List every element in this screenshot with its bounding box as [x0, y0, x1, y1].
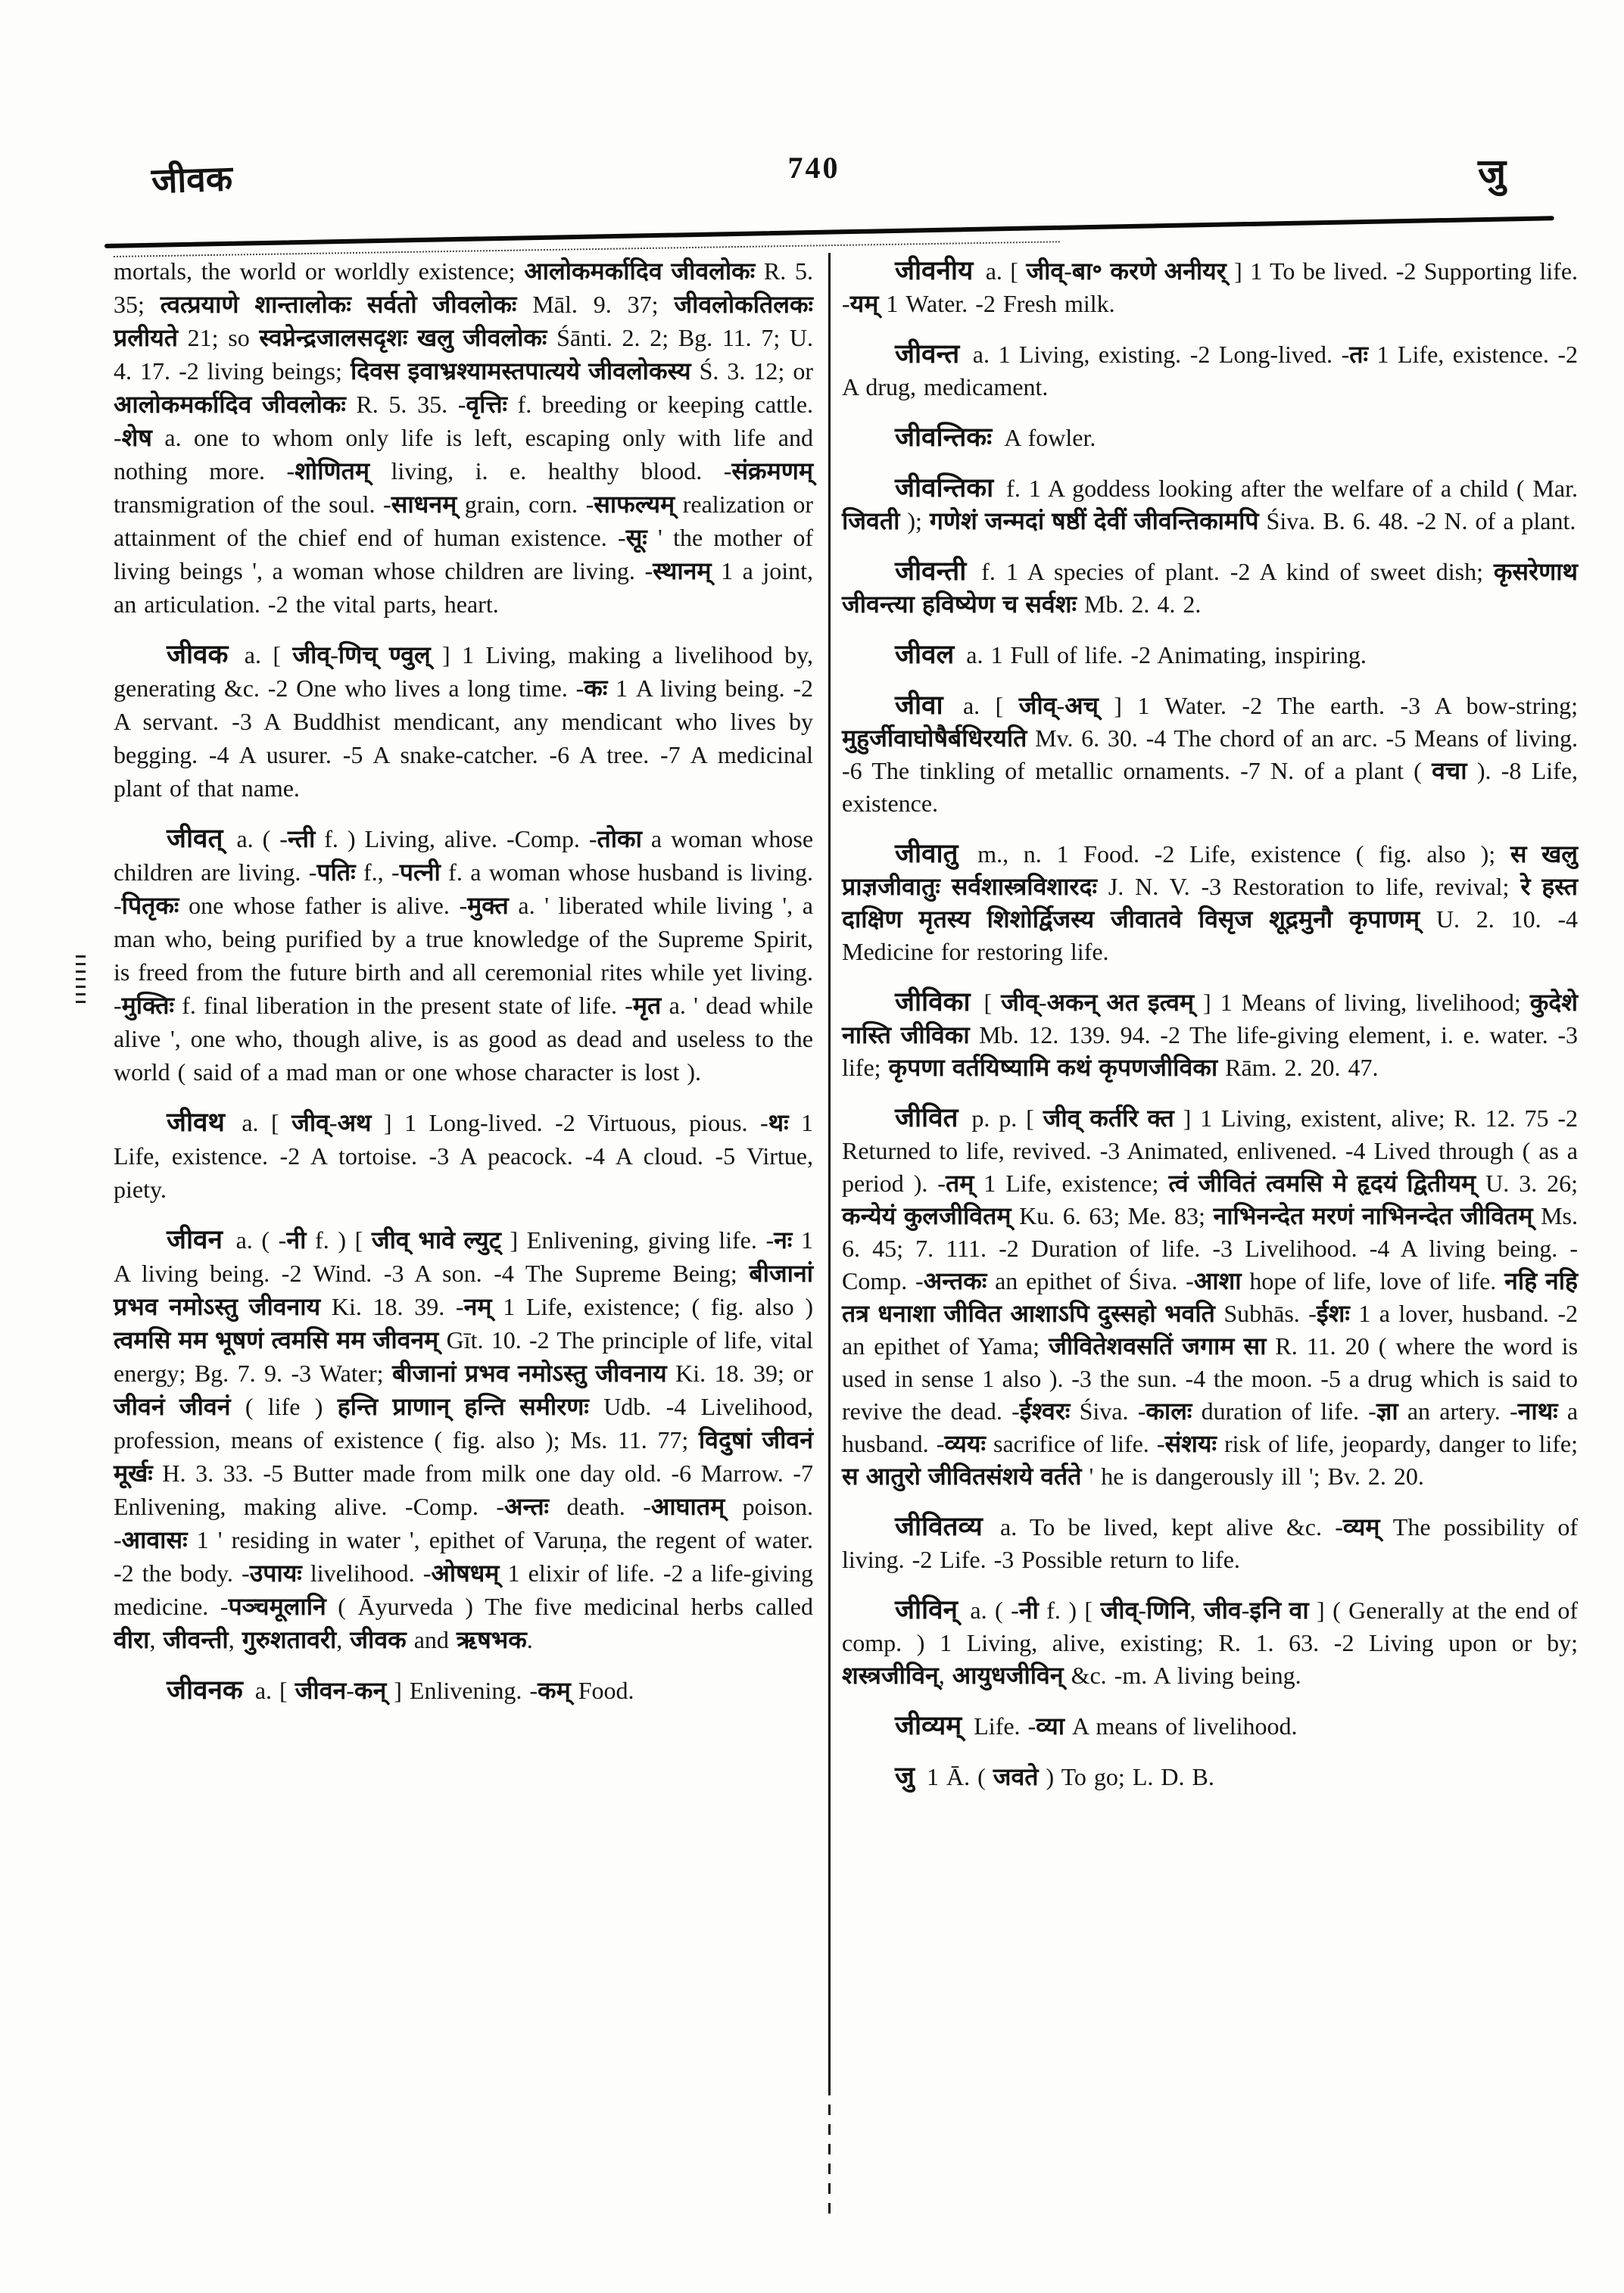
devanagari-text: ईशः	[1316, 1300, 1350, 1327]
devanagari-text: स्थानम्	[653, 557, 712, 584]
devanagari-text: कालः	[1146, 1397, 1192, 1425]
entry-body: a. 1 Full of life. -2 Animating, inspiring.	[966, 641, 1367, 668]
headword: जीवक	[167, 640, 229, 669]
headword: जीवल	[895, 640, 955, 669]
devanagari-text: पतिः	[316, 858, 356, 886]
entry-body: a. To be lived, kept alive &c. -व्यम् The possibility of living. -2 Life. -3 Possible return to life.	[842, 1513, 1579, 1573]
devanagari-text: व्या	[1036, 1712, 1064, 1740]
headword: जीवातु	[895, 839, 959, 868]
entry-body: a. ( -न्ती f. ) Living, alive. -Comp. -तोका a woman whose children are living. -पतिः f., -पत्नी f. a woman whose husband is living. -पितृकः one whose father is alive. -मुक्त a. ' liberated while living ', a man who, being purified by a true knowledge of the Supreme Spirit, is freed from the future birth and all ceremonial rites while yet living. -मुक्तिः f. final liberation in the present state of life. -मृत a. ' dead while alive ', one who, though alive, is as good as dead and useless to the world ( said of a mad man or one whose character is lost ).	[114, 825, 814, 1086]
devanagari-text: जीवक	[350, 1626, 407, 1653]
devanagari-text: गणेशं जन्मदां षष्ठीं देवीं जीवन्तिकामपि	[929, 507, 1259, 534]
entry-body: a. 1 Living, existing. -2 Long-lived. -तः 1 Life, existence. -2 A drug, medicament.	[842, 341, 1579, 400]
devanagari-text: आलोकमर्कादिव जीवलोकः	[114, 391, 346, 418]
dictionary-entry	[114, 822, 813, 1089]
headword: जीवत्	[167, 824, 223, 853]
entry-body: a. ( -नी f. ) [ जीव्-णिनि, जीव-इनि वा ] ( Generally at the end of comp. ) 1 Living, alive, existing; R. 1. 63. -2 Living upon or by; शस्त्रजीविन्, आयुधजीविन् &c. -m. A living being.	[842, 1597, 1579, 1689]
devanagari-text: तम्	[945, 1170, 974, 1197]
devanagari-text: त्वत्प्रयाणे शान्तालोकः सर्वतो जीवलोकः	[160, 291, 517, 318]
headword: जीवनीय	[895, 256, 974, 285]
devanagari-text: मुक्त	[467, 892, 509, 919]
devanagari-text: थः	[768, 1109, 789, 1136]
devanagari-text: जीव्	[1100, 1597, 1139, 1624]
devanagari-text: ऋषभक	[456, 1626, 527, 1653]
entry-body: a. ( -नी f. ) [ जीव् भावे ल्युट् ] Enlivening, giving life. -नः 1 A living being. -2 Wind. -3 A son. -4 The Supreme Being; बीजानां प्रभव नमोऽस्तु जीवनाय Ki. 18. 39. -नम् 1 Life, existence; ( fig. also ) त्वमसि मम भूषणं त्वमसि मम जीवनम् Gīt. 10. -2 The principle of life, vital energy; Bg. 7. 9. -3 Water; बीजानां प्रभव नमोऽस्तु जीवनाय Ki. 18. 39; or जीवनं जीवनं ( life ) हन्ति प्राणान् हन्ति समीरणः Udb. -4 Livelihood, profession, means of existence ( fig. also ); Ms. 11. 77; विदुषां जीवनं मूर्खः H. 3. 33. -5 Butter made from milk one day old. -6 Marrow. -7 Enlivening, making alive. -Comp. -अन्तः death. -आघातम् poison. -आवासः 1 ' residing in water ', epithet of Varuṇa, the regent of water. -2 the body. -उपायः livelihood. -ओषधम् 1 elixir of life. -2 a life-giving medicine. -पञ्चमूलानि ( Āyurveda ) The five medicinal herbs called वीरा, जीवन्ती, गुरुशतावरी, जीवक and ऋषभक.	[114, 1226, 814, 1653]
devanagari-text: जीवलोकतिलकः प्रलीयते	[114, 291, 813, 351]
dictionary-entry	[842, 638, 1578, 671]
devanagari-text: ओषधम्	[431, 1559, 500, 1587]
devanagari-text: मुहुर्जीवाघोषैर्बधिरयति	[842, 724, 1027, 752]
devanagari-text: सूः	[625, 524, 647, 551]
dictionary-entry	[842, 986, 1578, 1084]
binding-marks	[76, 955, 86, 1008]
devanagari-text: शोणितम्	[295, 457, 370, 484]
devanagari-text: पत्नी	[399, 858, 441, 886]
devanagari-text: जीव्	[1026, 257, 1064, 285]
devanagari-text: मृत	[632, 992, 662, 1019]
headword: जीवनक	[167, 1675, 243, 1705]
devanagari-text: त्वमसि मम भूषणं त्वमसि मम जीवनम्	[114, 1326, 439, 1354]
devanagari-text: जीव्	[292, 641, 331, 668]
devanagari-text: जीव् भावे ल्युट्	[371, 1226, 501, 1254]
devanagari-text: स आतुरो जीवितसंशये वर्तते	[842, 1463, 1082, 1490]
dictionary-entry	[842, 689, 1578, 820]
devanagari-text: स्वप्नेन्द्रजालसदृशः खलु जीवलोकः	[259, 324, 547, 351]
devanagari-text: बा॰ करणे अनीयर्	[1071, 257, 1227, 285]
devanagari-text: तः	[1349, 341, 1368, 368]
devanagari-text: शस्त्रजीविन्	[842, 1662, 939, 1689]
devanagari-text: णिच् ण्वुल्	[338, 641, 431, 668]
devanagari-text: कन्	[354, 1677, 387, 1704]
devanagari-text: कः	[584, 675, 608, 702]
devanagari-text: ज्ञा	[1376, 1397, 1398, 1425]
devanagari-text: व्यम्	[1342, 1513, 1380, 1541]
devanagari-text: आशा	[1193, 1267, 1242, 1294]
dictionary-entry	[842, 472, 1578, 537]
devanagari-text: स खलु प्राज्ञजीवातुः सर्वशास्त्रविशारदः	[842, 840, 1579, 900]
headword: जीवितव्य	[895, 1512, 983, 1541]
entry-body: p. p. [ जीव् कर्तरि क्त ] 1 Living, existent, alive; R. 12. 75 -2 Returned to life, revived. -3 Animated, enlivened. -4 Lived through ( as a period ). -तम् 1 Life, existence; त्वं जीवितं त्वमसि मे हृदयं द्वितीयम् U. 3. 26; कन्येयं कुलजीवितम् Ku. 6. 63; Me. 83; नाभिनन्देत मरणं नाभिनन्देत जीवितम् Ms. 6. 45; 7. 111. -2 Duration of life. -3 Livelihood. -4 A living being. -Comp. -अन्तकः an epithet of Śiva. -आशा hope of life, love of life. नहि नहि तत्र धनाशा जीवित आशाऽपि दुस्सहो भवति Subhās. -ईशः 1 a lover, husband. -2 an epithet of Yama; जीवितेशवसतिं जगाम सा R. 11. 20 ( where the word is used in sense 1 also ). -3 the sun. -4 the moon. -5 a drug which is said to revive the dead. -ईश्वरः Śiva. -कालः duration of life. -ज्ञा an artery. -नाथः a husband. -व्ययः sacrifice of life. -संशयः risk of life, jeopardy, danger to life; स आतुरो जीवितसंशये वर्तते ' he is dangerously ill '; Bv. 2. 20.	[842, 1104, 1579, 1490]
entry-body: a. [ जीव्-अथ ] 1 Long-lived. -2 Virtuous, pious. -थः 1 Life, existence. -2 A tortoise. -3 A peacock. -4 A cloud. -5 Virtue, piety.	[114, 1109, 814, 1203]
headword: जु	[895, 1762, 915, 1791]
dictionary-entry	[114, 1223, 813, 1656]
entry-body: Life. -व्या A means of livelihood.	[974, 1712, 1298, 1740]
devanagari-text: आघातम्	[650, 1493, 725, 1520]
devanagari-text: इनि वा	[1249, 1597, 1309, 1624]
devanagari-text: जीवन्ती	[163, 1626, 229, 1653]
dictionary-entry	[842, 1510, 1578, 1576]
entry-body: a. [ जीव्-णिच् ण्वुल् ] 1 Living, making a livelihood by, generating &c. -2 One who lives a long time. -कः 1 A living being. -2 A servant. -3 A Buddhist mendicant, any mendicant who lives by begging. -4 A usurer. -5 A snake-catcher. -6 A tree. -7 A medicinal plant of that name.	[114, 641, 814, 802]
header-rule	[104, 216, 1554, 248]
devanagari-text: कन्येयं कुलजीवितम्	[842, 1202, 1011, 1229]
entry-body: mortals, the world or worldly existence; आलोकमर्कादिव जीवलोकः R. 5. 35; त्वत्प्रयाणे शान्तालोकः सर्वतो जीवलोकः Māl. 9. 37; जीवलोकतिलकः प्रलीयते 21; so स्वप्नेन्द्रजालसदृशः खलु जीवलोकः Śānti. 2. 2; Bg. 11. 7; U. 4. 17. -2 living beings; दिवस इवाभ्रश्यामस्तपात्यये जीवलोकस्य Ś. 3. 12; or आलोकमर्कादिव जीवलोकः R. 5. 35. -वृत्तिः f. breeding or keeping cattle. -शेष a. one to whom only life is left, escaping only with life and nothing more. -शोणितम् living, i. e. healthy blood. -संक्रमणम् transmigration of the soul. -साधनम् grain, corn. -साफल्यम् realization or attainment of the chief end of human existence. -सूः ' the mother of living beings ', a woman whose children are living. -स्थानम् 1 a joint, an articulation. -2 the vital parts, heart.	[114, 257, 814, 618]
devanagari-text: कृपणा वर्तयिष्यामि कथं कृपणजीविका	[888, 1054, 1218, 1081]
devanagari-text: न्ती	[287, 825, 316, 852]
devanagari-text: गुरुशतावरी	[242, 1626, 337, 1653]
devanagari-text: तोका	[597, 825, 642, 852]
devanagari-text: णिनि	[1146, 1597, 1190, 1624]
headword: जीवन्तिका	[895, 473, 994, 503]
entry-body: f. 1 A goddess looking after the welfare of a child ( Mar. जिवती ); गणेशं जन्मदां षष्ठीं देवीं जीवन्तिकामपि Śiva. B. 6. 48. -2 N. of a plant.	[842, 475, 1579, 534]
devanagari-text: आलोकमर्कादिव जीवलोकः	[524, 257, 756, 285]
left-column	[114, 254, 813, 1724]
headword: जीवन्तिकः	[895, 422, 993, 452]
headword: जीवन्त	[895, 339, 960, 369]
headword: जीव्यम्	[895, 1711, 962, 1740]
entry-body: a. [ जीवन-कन् ] Enlivening. -कम् Food.	[254, 1677, 634, 1704]
dictionary-entry	[114, 1106, 813, 1206]
headword: जीवन्ती	[895, 556, 967, 586]
entry-body: f. 1 A species of plant. -2 A kind of sweet dish; कृसरेणाथ जीवन्त्या हविष्येण च सर्वशः Mb. 2. 4. 2.	[842, 558, 1578, 618]
dictionary-entry	[842, 1101, 1578, 1493]
devanagari-text: जवते	[993, 1763, 1039, 1790]
dictionary-entry	[842, 837, 1578, 968]
dictionary-entry	[842, 254, 1578, 320]
devanagari-text: अच्	[1064, 692, 1099, 719]
devanagari-text: नः	[774, 1226, 793, 1254]
headword: जीवित	[895, 1103, 959, 1132]
devanagari-text: अकन् अत इत्वम्	[1046, 989, 1195, 1016]
entry-body: m., n. 1 Food. -2 Life, existence ( fig. also ); स खलु प्राज्ञजीवातुः सर्वशास्त्रविशारदः J. N. V. -3 Restoration to life, revival; रे हस्त दाक्षिण मृतस्य शिशोर्द्विजस्य जीवातवे विसृज शूद्रमुनौ कृपाणम् U. 2. 10. -4 Medicine for restoring life.	[842, 840, 1579, 965]
right-catchword: जु	[1478, 151, 1507, 194]
entry-body: a. [ जीव्-बा॰ करणे अनीयर् ] 1 To be lived. -2 Supporting life. -यम् 1 Water. -2 Fresh milk.	[842, 257, 1579, 317]
right-column	[842, 254, 1578, 1811]
devanagari-text: यम्	[849, 290, 879, 317]
devanagari-text: ईश्वरः	[1019, 1397, 1071, 1425]
dictionary-entry	[842, 1760, 1578, 1793]
devanagari-text: आयुधजीविन्	[952, 1662, 1064, 1689]
devanagari-text: मुक्तिः	[121, 992, 174, 1019]
headword: जीविन्	[895, 1595, 958, 1625]
devanagari-text: वीरा	[114, 1626, 150, 1653]
devanagari-text: साधनम्	[391, 491, 457, 518]
devanagari-text: वृत्तिः	[466, 391, 508, 418]
devanagari-text: जीव्	[291, 1109, 329, 1136]
devanagari-text: जीवितेशवसतिं जगाम सा	[1049, 1332, 1267, 1360]
dictionary-entry	[842, 1709, 1578, 1743]
headword: जीवन	[167, 1225, 223, 1254]
devanagari-text: रे हस्त दाक्षिण मृतस्य शिशोर्द्विजस्य जीवातवे विसृज शूद्रमुनौ कृपाणम्	[842, 873, 1578, 933]
devanagari-text: संशयः	[1164, 1430, 1217, 1457]
devanagari-text: जीव्	[1001, 989, 1039, 1016]
devanagari-text: पञ्चमूलानि	[228, 1593, 326, 1620]
devanagari-text: अथ	[337, 1109, 372, 1136]
devanagari-text: नी	[286, 1226, 307, 1254]
devanagari-text: आवासः	[121, 1526, 188, 1553]
devanagari-text: नम्	[463, 1293, 492, 1320]
devanagari-text: नाथः	[1517, 1397, 1558, 1425]
devanagari-text: पितृकः	[121, 892, 179, 919]
devanagari-text: त्वं जीवितं त्वमसि मे हृदयं द्वितीयम्	[1168, 1170, 1476, 1197]
devanagari-text: कृसरेणाथ जीवन्त्या हविष्येण च सर्वशः	[842, 558, 1578, 618]
dictionary-entry	[842, 555, 1578, 621]
devanagari-text: जीव	[1203, 1597, 1242, 1624]
dictionary-entry	[114, 1674, 813, 1707]
devanagari-text: जिवती	[842, 507, 900, 534]
devanagari-text: अन्तः	[504, 1493, 550, 1520]
devanagari-text: जीव् कर्तरि क्त	[1043, 1104, 1174, 1132]
devanagari-text: साफल्यम्	[594, 491, 675, 518]
devanagari-text: विदुषां जीवनं मूर्खः	[114, 1426, 813, 1487]
headword: जीविका	[895, 987, 971, 1017]
devanagari-text: नाभिनन्देत मरणं नाभिनन्देत जीवितम्	[1213, 1202, 1533, 1229]
devanagari-text: कम्	[538, 1677, 571, 1704]
devanagari-text: शेष	[121, 424, 152, 451]
devanagari-text: अन्तकः	[923, 1267, 987, 1294]
headword: जीवा	[895, 690, 943, 720]
devanagari-text: नी	[1018, 1597, 1039, 1624]
column-divider	[828, 253, 831, 2085]
devanagari-text: दिवस इवाभ्रश्यामस्तपात्यये जीवलोकस्य	[350, 357, 691, 385]
entry-body: a. [ जीव्-अच् ] 1 Water. -2 The earth. -3 A bow-string; मुहुर्जीवाघोषैर्बधिरयति Mv. 6. 30. -4 The chord of an arc. -5 Means of living. -6 The tinkling of metallic ornaments. -7 N. of a plant ( वचा ). -8 Life, existence.	[842, 692, 1579, 817]
column-divider-tail	[828, 2085, 831, 2214]
devanagari-text: नहि नहि तत्र धनाशा जीवित आशाऽपि दुस्सहो भवति	[842, 1267, 1578, 1327]
left-catchword: जीवक	[151, 159, 233, 201]
devanagari-text: हन्ति प्राणान् हन्ति समीरणः	[337, 1393, 589, 1420]
dictionary-entry	[842, 338, 1578, 403]
devanagari-text: उपायः	[249, 1559, 302, 1587]
devanagari-text: वचा	[1432, 757, 1467, 784]
headword: जीवथ	[167, 1108, 225, 1137]
devanagari-text: बीजानां प्रभव नमोऽस्तु जीवनाय	[114, 1260, 813, 1320]
dictionary-entry	[842, 421, 1578, 454]
devanagari-text: जीवन	[295, 1677, 347, 1704]
dictionary-entry	[842, 1594, 1578, 1692]
entry-body: A fowler.	[1004, 424, 1096, 451]
devanagari-text: जीव्	[1018, 692, 1057, 719]
devanagari-text: बीजानां प्रभव नमोऽस्तु जीवनाय	[391, 1360, 667, 1387]
page-number: 740	[787, 151, 840, 185]
devanagari-text: व्ययः	[944, 1430, 986, 1457]
entry-body: [ जीव्-अकन् अत इत्वम् ] 1 Means of living, livelihood; कुदेशे नास्ति जीविका Mb. 12. 139. 94. -2 The life-giving element, i. e. water. -3 life; कृपणा वर्तयिष्यामि कथं कृपणजीविका Rām. 2. 20. 47.	[842, 989, 1579, 1081]
devanagari-text: कुदेशे नास्ति जीविका	[842, 989, 1579, 1048]
devanagari-text: जीवनं जीवनं	[114, 1393, 231, 1420]
entry-body: 1 Ā. ( जवते ) To go; L. D. B.	[926, 1763, 1214, 1790]
continuation-paragraph	[114, 254, 813, 621]
devanagari-text: संक्रमणम्	[731, 457, 814, 484]
dictionary-entry	[114, 638, 813, 805]
